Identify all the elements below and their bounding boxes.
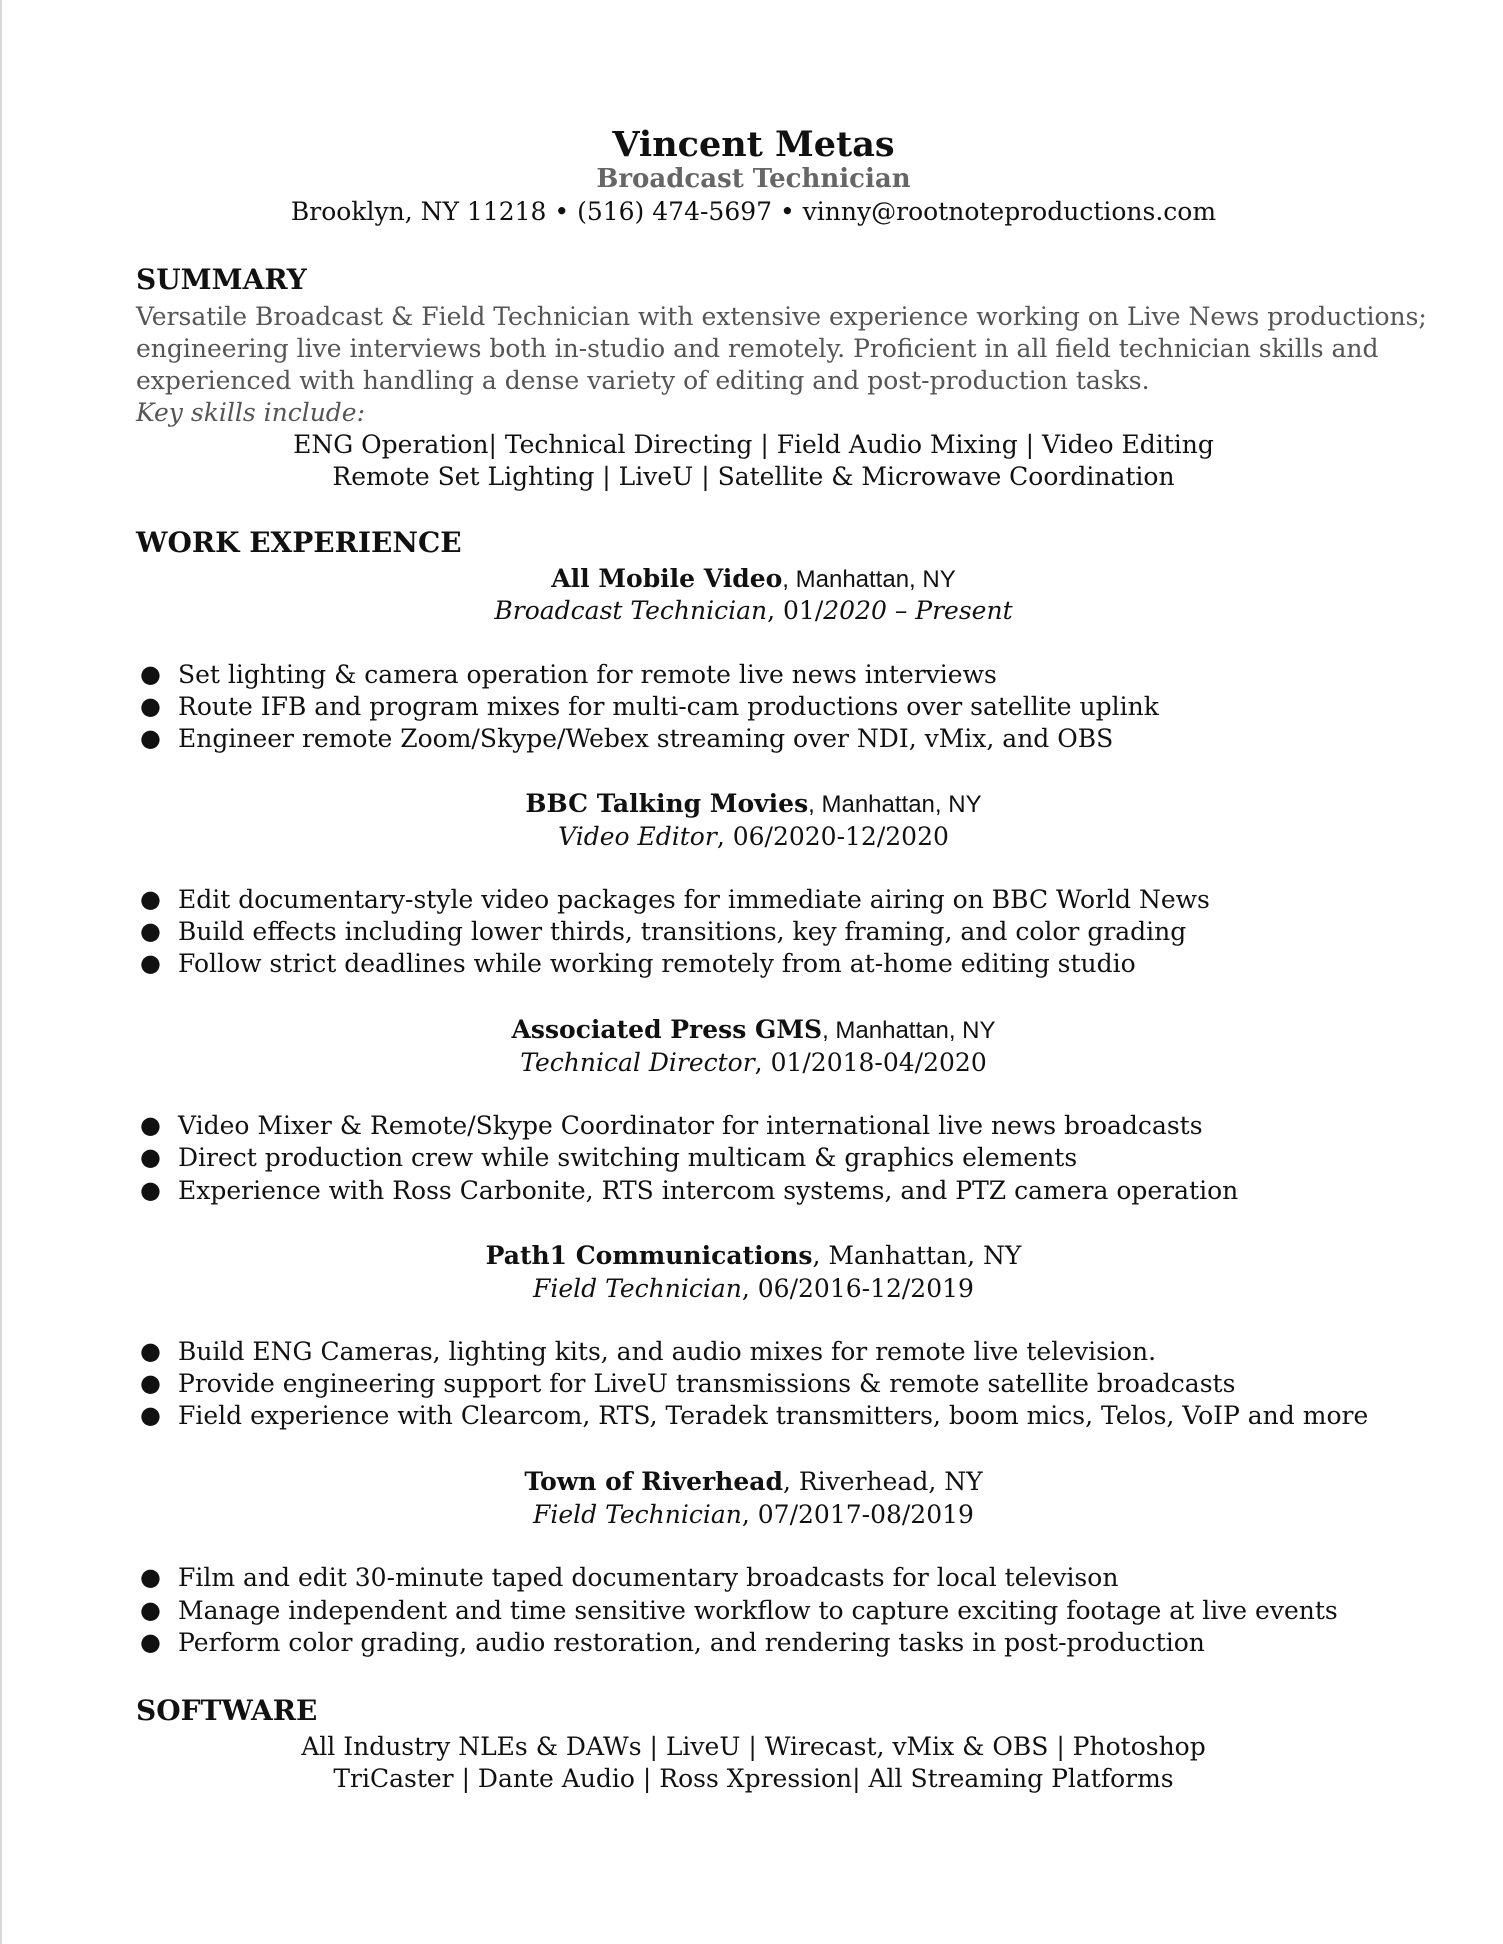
bullet-icon: ●: [140, 1111, 161, 1139]
bullet-icon: ●: [140, 660, 161, 688]
job-bullet: [140, 1176, 1239, 1205]
candidate-role: Broadcast Technician: [596, 164, 911, 194]
software-line: TriCaster | Dante Audio | Ross Xpression| All Streaming Platforms: [333, 1764, 1174, 1793]
job-bullet-text: Route IFB and program mixes for multi-cam productions over satellite uplink: [178, 692, 1159, 721]
job-dates: , 01/2018-04/2020: [754, 1048, 987, 1077]
job-location: , Riverhead, NY: [782, 1467, 983, 1496]
job-dates: , 07/2017-08/2019: [741, 1500, 974, 1529]
job-bullet-text: Provide engineering support for LiveU transmissions & remote satellite broadcasts: [178, 1369, 1236, 1398]
job-title-line: [2, 822, 1503, 851]
job-employer: [2, 564, 1503, 594]
job-org: Associated Press GMS: [511, 1015, 823, 1044]
job-org: BBC Talking Movies: [525, 789, 809, 818]
job-title-line: [2, 596, 1503, 625]
bullet-icon: ●: [140, 1337, 161, 1365]
job-location: , Manhattan, NY: [822, 1017, 996, 1044]
job-location: , Manhattan, NY: [782, 566, 956, 593]
job-bullet: [140, 917, 1187, 946]
job-employer: [2, 789, 1503, 819]
job-bullet: [140, 724, 1114, 753]
bullet-icon: ●: [140, 885, 161, 913]
job-location: , Manhattan, NY: [812, 1241, 1022, 1270]
job-dates: , 01/: [767, 596, 824, 625]
job-dates: , 06/2016-12/2019: [741, 1274, 974, 1303]
bullet-icon: ●: [140, 724, 161, 752]
bullet-icon: ●: [140, 1143, 161, 1171]
summary-line: experienced with handling a dense variety of editing and post-production tasks.: [136, 366, 1150, 395]
job-bullet: [140, 1111, 1203, 1140]
job-bullet: [140, 692, 1159, 721]
job-bullet-text: Film and edit 30-minute taped documentary broadcasts for local televison: [178, 1563, 1119, 1592]
job-dates: , 06/2020-12/2020: [716, 822, 949, 851]
job-title: Field Technician: [533, 1500, 742, 1529]
job-title: Field Technician: [533, 1274, 742, 1303]
job-bullet: [140, 949, 1136, 978]
job-org: Path1 Communications: [485, 1241, 813, 1270]
software-line: All Industry NLEs & DAWs | LiveU | Wirecast, vMix & OBS | Photoshop: [301, 1732, 1206, 1761]
bullet-icon: ●: [140, 1596, 161, 1624]
bullet-icon: ●: [140, 692, 161, 720]
job-title: Video Editor: [558, 822, 717, 851]
job-employer: [2, 1015, 1503, 1045]
job-bullet-text: Build ENG Cameras, lighting kits, and audio mixes for remote live television.: [178, 1337, 1157, 1366]
job-bullet-text: Perform color grading, audio restoration, and rendering tasks in post-production: [178, 1628, 1205, 1657]
job-title: Technical Director: [520, 1048, 755, 1077]
summary-line: Versatile Broadcast & Field Technician with extensive experience working on Live News productions;: [136, 302, 1427, 331]
job-bullet-text: Engineer remote Zoom/Skype/Webex streaming over NDI, vMix, and OBS: [178, 724, 1114, 753]
bullet-icon: ●: [140, 1369, 161, 1397]
key-skills-line: Remote Set Lighting | LiveU | Satellite & Microwave Coordination: [332, 462, 1175, 491]
job-dates-italic: 2020 – Present: [823, 596, 1013, 625]
job-bullet: [140, 660, 997, 689]
candidate-name: Vincent Metas: [612, 124, 895, 165]
job-bullet-text: Set lighting & camera operation for remote live news interviews: [178, 660, 997, 689]
job-bullet: [140, 885, 1210, 914]
key-skills-label: Key skills include:: [136, 398, 366, 427]
bullet-icon: ●: [140, 1628, 161, 1656]
job-bullet-text: Edit documentary-style video packages for immediate airing on BBC World News: [178, 885, 1210, 914]
software-heading: SOFTWARE: [136, 1694, 318, 1727]
bullet-icon: ●: [140, 1401, 161, 1429]
job-bullet-text: Video Mixer & Remote/Skype Coordinator for international live news broadcasts: [178, 1111, 1203, 1140]
job-org: All Mobile Video: [551, 564, 783, 593]
job-bullet: [140, 1401, 1369, 1430]
key-skills-line: ENG Operation| Technical Directing | Field Audio Mixing | Video Editing: [293, 430, 1214, 459]
job-title-line: [2, 1500, 1503, 1529]
bullet-icon: ●: [140, 1176, 161, 1204]
job-org: Town of Riverhead: [524, 1467, 783, 1496]
job-bullet: [140, 1563, 1119, 1592]
job-bullet-text: Follow strict deadlines while working remotely from at-home editing studio: [178, 949, 1136, 978]
job-bullet: [140, 1628, 1205, 1657]
job-bullet: [140, 1143, 1078, 1172]
job-bullet: [140, 1369, 1236, 1398]
summary-heading: SUMMARY: [136, 263, 307, 296]
job-bullet: [140, 1596, 1338, 1625]
job-bullet: [140, 1337, 1157, 1366]
bullet-icon: ●: [140, 917, 161, 945]
job-bullet-text: Field experience with Clearcom, RTS, Teradek transmitters, boom mics, Telos, VoIP and more: [178, 1401, 1369, 1430]
summary-line: engineering live interviews both in-studio and remotely. Proficient in all field technician skills and: [136, 334, 1379, 363]
job-bullet-text: Build effects including lower thirds, transitions, key framing, and color grading: [178, 917, 1187, 946]
job-employer: [2, 1467, 1503, 1496]
experience-heading: WORK EXPERIENCE: [136, 526, 462, 559]
job-bullet-text: Experience with Ross Carbonite, RTS intercom systems, and PTZ camera operation: [178, 1176, 1239, 1205]
job-employer: [2, 1241, 1503, 1270]
bullet-icon: ●: [140, 1563, 161, 1591]
job-bullet-text: Manage independent and time sensitive workflow to capture exciting footage at live events: [178, 1596, 1338, 1625]
job-title-line: [2, 1048, 1503, 1077]
job-title-line: [2, 1274, 1503, 1303]
job-location: , Manhattan, NY: [808, 791, 982, 818]
contact-line: Brooklyn, NY 11218 • (516) 474-5697 • vinny@rootnoteproductions.com: [290, 197, 1217, 226]
bullet-icon: ●: [140, 949, 161, 977]
job-title: Broadcast Technician: [494, 596, 768, 625]
job-bullet-text: Direct production crew while switching multicam & graphics elements: [178, 1143, 1078, 1172]
